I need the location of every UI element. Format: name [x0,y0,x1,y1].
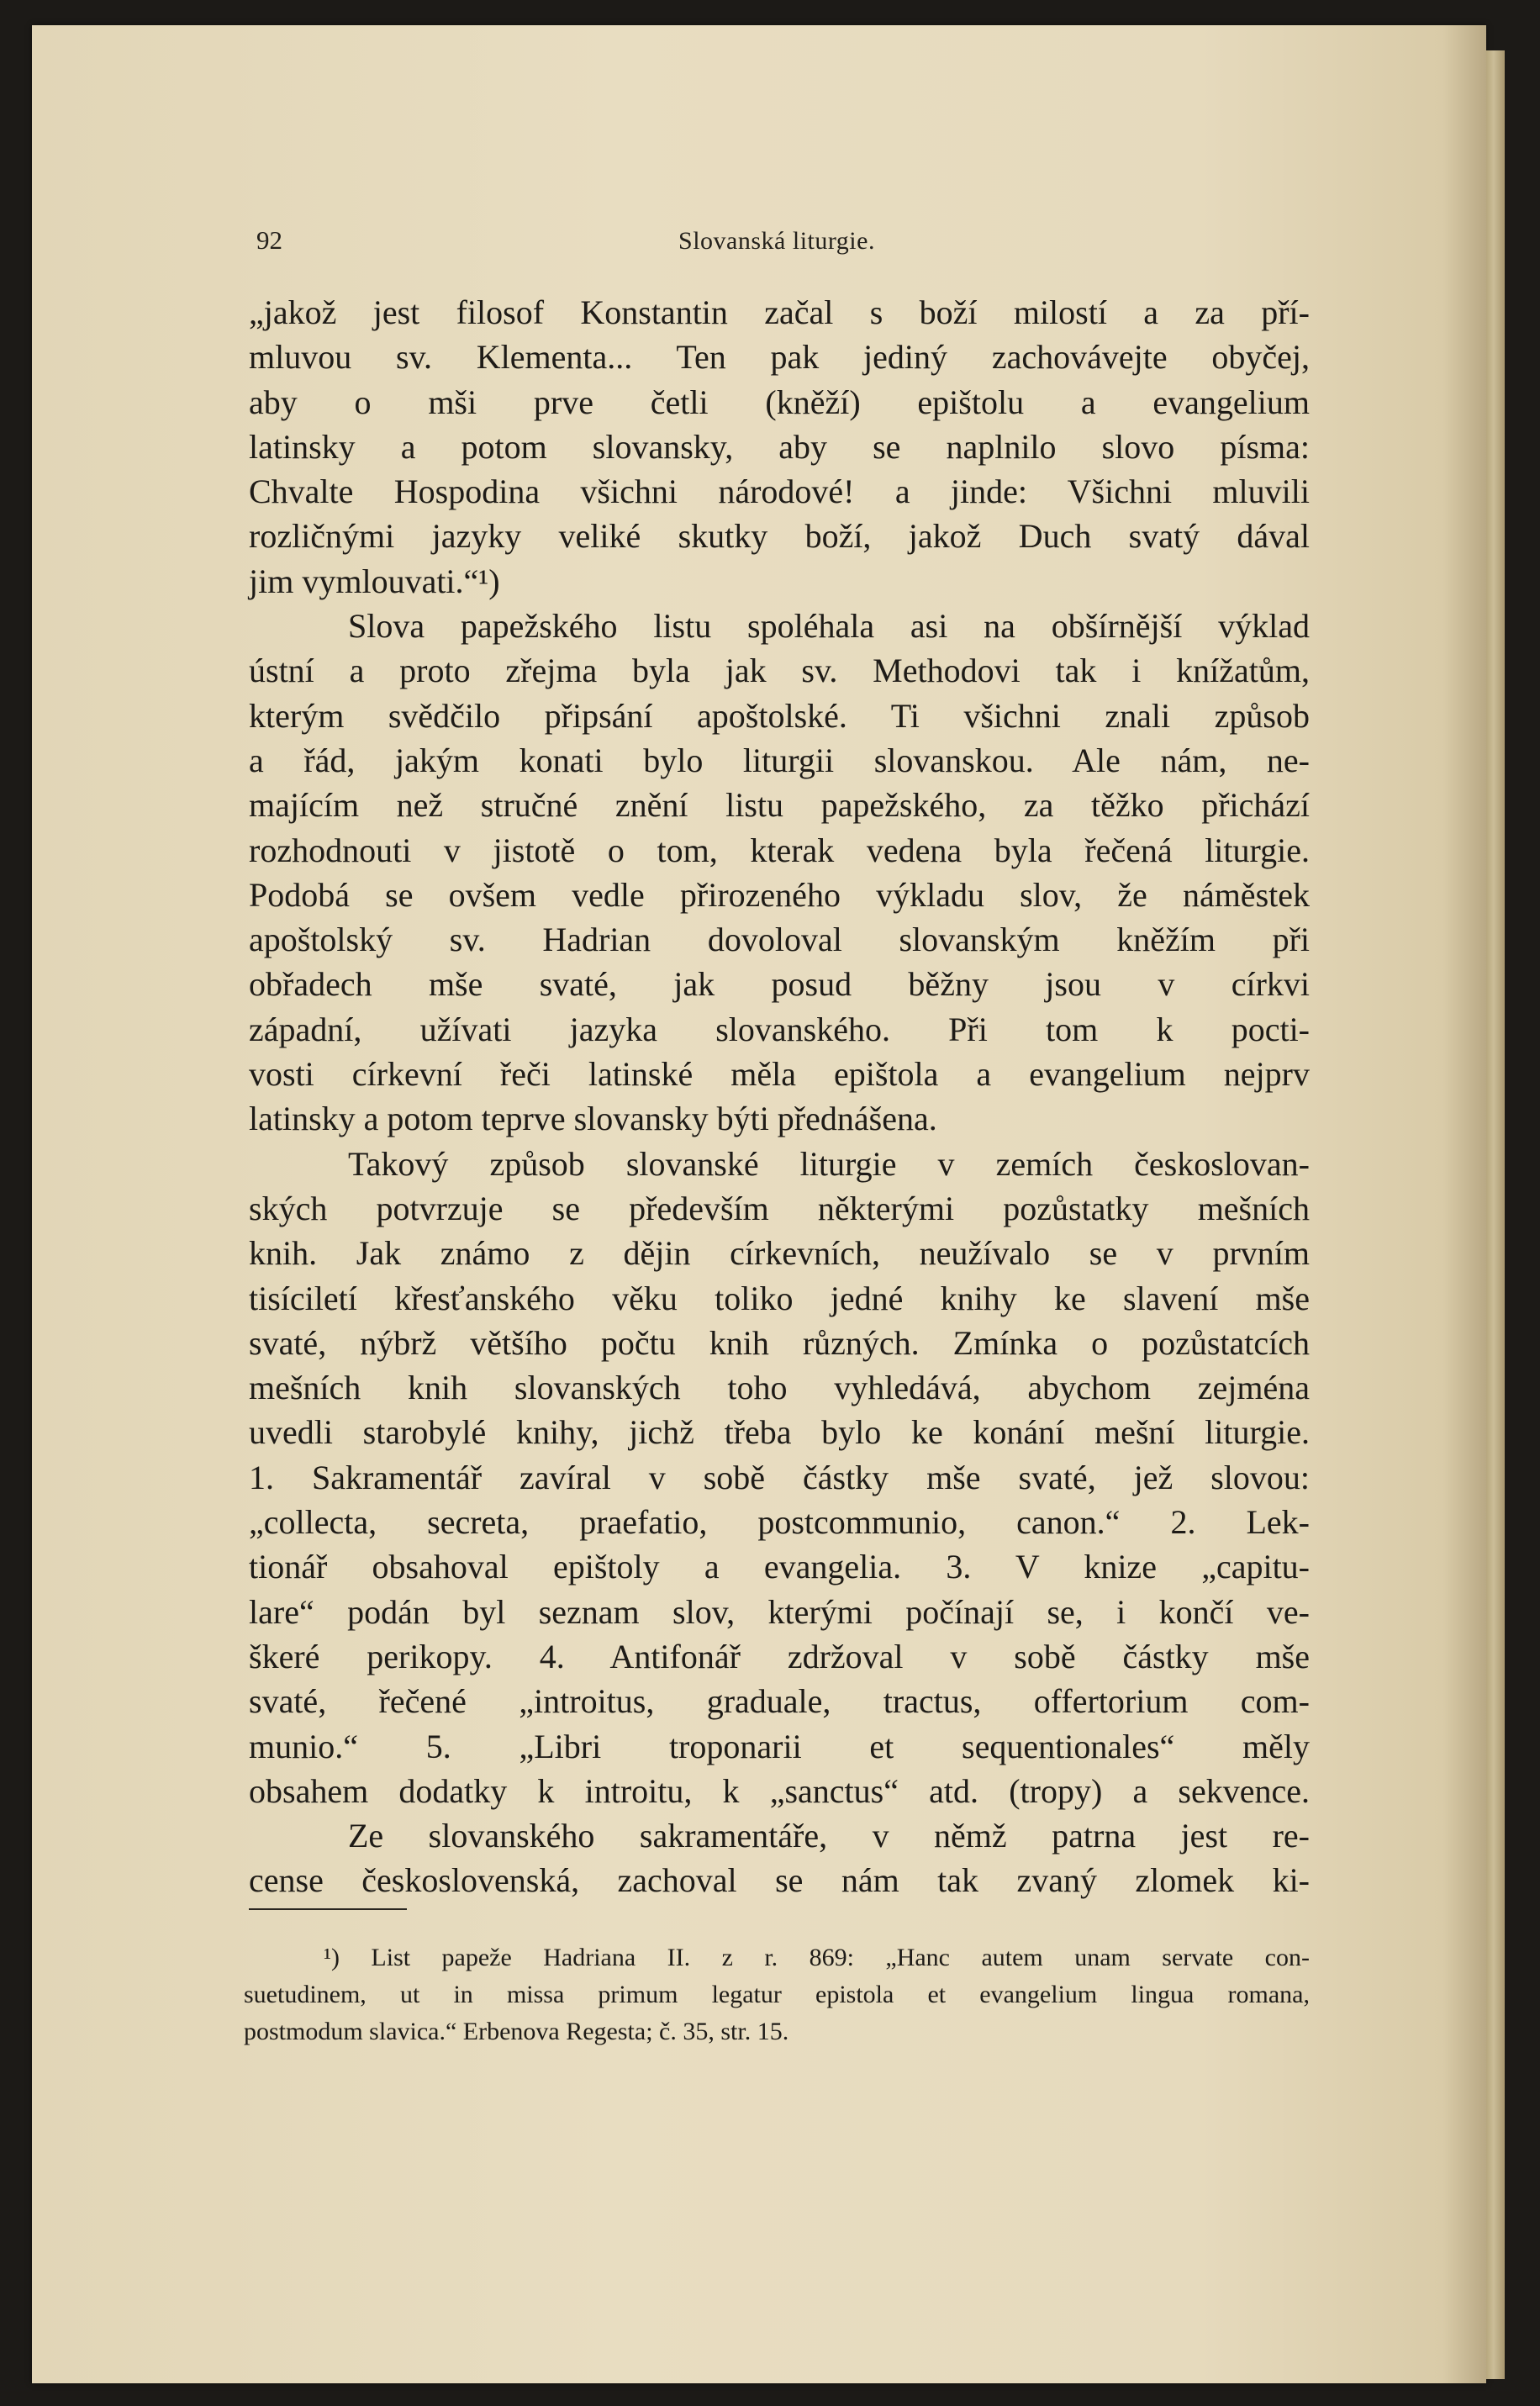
text-line: Podobá se ovšem vedle přirozeného výkladu slov, že náměstek [249,875,1310,914]
text-line: ských potvrzuje se především některými pozůstatky mešních [249,1189,1310,1227]
text-line: cense československá, zachoval se nám tak zvaný zlomek ki- [249,1861,1310,1900]
text-line: Slova papežského listu spoléhala asi na obšírnější výklad [348,607,1310,646]
footnote-divider [249,1908,407,1910]
text-line: apoštolský sv. Hadrian dovoloval slovanským kněžím při [249,921,1310,959]
text-line: Chvalte Hospodina všichni národové! a jinde: Všichni mluvili [249,472,1310,511]
text-line: tionář obsahoval epištoly a evangelia. 3. V knize „capitu- [249,1548,1310,1586]
text-line: svaté, nýbrž většího počtu knih různých. Zmínka o pozůstatcích [249,1323,1310,1362]
text-line: škeré perikopy. 4. Antifonář zdržoval v sobě částky mše [249,1637,1310,1675]
text-line: lare“ podán byl seznam slov, kterými počínají se, i končí ve- [249,1592,1310,1631]
text-line: a řád, jakým konati bylo liturgii slovanskou. Ale nám, ne- [249,741,1310,779]
text-line: knih. Jak známo z dějin církevních, neužívalo se v prvním [249,1234,1310,1273]
page-number: 92 [256,225,282,255]
text-line: 1. Sakramentář zavíral v sobě částky mše svaté, jež slovou: [249,1458,1310,1496]
text-line: latinsky a potom teprve slovansky býti přednášena. [249,1100,937,1138]
text-line: jim vymlouvati.“¹) [249,562,500,600]
text-line: „collecta, secreta, praefatio, postcommunio, canon.“ 2. Lek- [249,1503,1310,1542]
footnote-line: suetudinem, ut in missa primum legatur epistola et evangelium lingua romana, [244,1981,1310,2008]
text-line: mešních knih slovanských toho vyhledává, abychom zejména [249,1369,1310,1407]
footnotes [244,1939,1310,2050]
text-line: Ze slovanského sakramentáře, v němž patrna jest re- [348,1817,1310,1855]
page-header [256,225,1297,259]
text-line: latinsky a potom slovansky, aby se naplnilo slovo písma: [249,427,1310,466]
body-text [249,290,1310,1903]
text-line: kterým svědčilo připsání apoštolské. Ti všichni znali způsob [249,696,1310,735]
text-line: ústní a proto zřejma byla jak sv. Methodovi tak i knížatům, [249,652,1310,690]
text-line: mluvou sv. Klementa... Ten pak jediný zachovávejte obyčej, [249,338,1310,377]
running-title: Slovanská liturgie. [678,227,875,255]
text-line: munio.“ 5. „Libri troponarii et sequentionales“ měly [249,1727,1310,1765]
footnote-line: ¹) List papeže Hadriana II. z r. 869: „Hanc autem unam servate con- [324,1944,1310,1971]
text-line: majícím než stručné znění listu papežského, za těžko přichází [249,786,1310,825]
text-line: uvedli starobylé knihy, jichž třeba bylo ke konání mešní liturgie. [249,1413,1310,1452]
text-line: rozličnými jazyky veliké skutky boží, jakož Duch svatý dával [249,517,1310,556]
text-line: obřadech mše svaté, jak posud běžny jsou v církvi [249,965,1310,1004]
text-line: Takový způsob slovanské liturgie v zemích českoslovan- [348,1144,1310,1183]
text-line: západní, užívati jazyka slovanského. Při tom k pocti- [249,1010,1310,1048]
text-line: rozhodnouti v jistotě o tom, kterak vedena byla řečená liturgie. [249,831,1310,869]
text-line: svaté, řečené „introitus, graduale, tractus, offertorium com- [249,1682,1310,1721]
text-line: vosti církevní řeči latinské měla epištola a evangelium nejprv [249,1055,1310,1094]
footnote-line: postmodum slavica.“ Erbenova Regesta; č. 35, str. 15. [244,2018,789,2045]
text-line: aby o mši prve četli (kněží) epištolu a evangelium [249,383,1310,421]
text-line: „jakož jest filosof Konstantin začal s boží milostí a za pří- [249,293,1310,331]
text-line: obsahem dodatky k introitu, k „sanctus“ atd. (tropy) a sekvence. [249,1771,1310,1810]
page-edge [1486,50,1505,2379]
text-line: tisíciletí křesťanského věku toliko jedné knihy ke slavení mše [249,1279,1310,1317]
